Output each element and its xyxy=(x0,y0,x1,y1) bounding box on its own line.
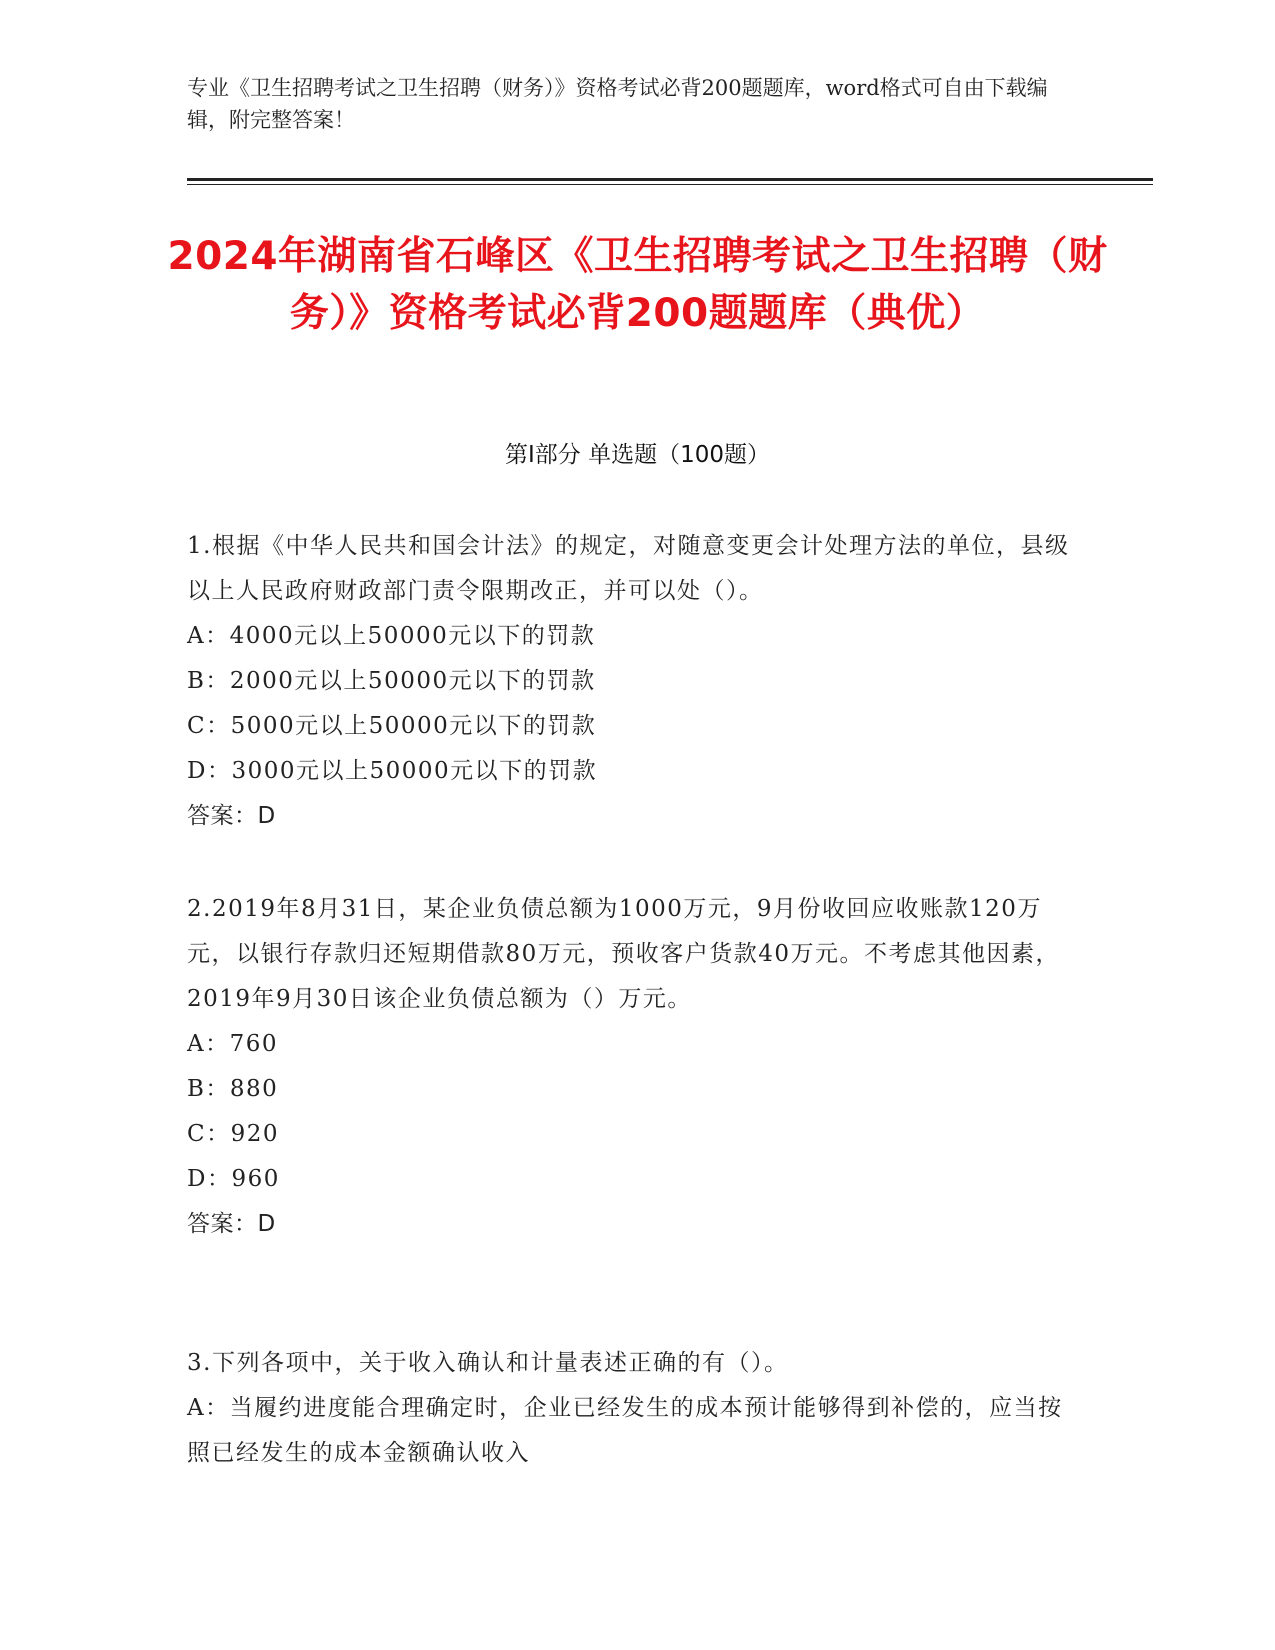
option-a: A：4000元以上50000元以下的罚款 xyxy=(187,623,596,649)
header-note: 专业《卫生招聘考试之卫生招聘（财务）》资格考试必背200题题库，word格式可自由下载编辑，附完整答案！ xyxy=(187,76,1048,132)
option-c: C：5000元以上50000元以下的罚款 xyxy=(187,713,597,739)
question-stem: 1.根据《中华人民共和国会计法》的规定，对随意变更会计处理方法的单位，县级以上人民政府财政部门责令限期改正，并可以处（）。 xyxy=(187,533,1070,604)
option-d: D：960 xyxy=(187,1166,280,1192)
option-d: D：3000元以上50000元以下的罚款 xyxy=(187,758,598,784)
header-rule-thin xyxy=(187,184,1153,185)
header-rule-thick xyxy=(187,178,1153,181)
question-1 xyxy=(187,524,1082,839)
section-heading: 第I部分 单选题（100题） xyxy=(505,442,770,468)
answer-line: 答案：D xyxy=(187,803,276,829)
option-a: A：当履约进度能合理确定时，企业已经发生的成本预计能够得到补偿的，应当按照已经发生的成本金额确认收入 xyxy=(187,1395,1063,1466)
question-3 xyxy=(187,1341,1082,1476)
question-stem: 3.下列各项中，关于收入确认和计量表述正确的有（）。 xyxy=(187,1350,789,1376)
answer-line: 答案：D xyxy=(187,1211,276,1237)
option-c: C：920 xyxy=(187,1121,279,1147)
document-title: 2024年湖南省石峰区《卫生招聘考试之卫生招聘（财务）》资格考试必背200题题库（典优） xyxy=(167,234,1108,336)
option-b: B：2000元以上50000元以下的罚款 xyxy=(187,668,596,694)
option-b: B：880 xyxy=(187,1076,279,1102)
option-a: A：760 xyxy=(187,1031,279,1057)
question-2 xyxy=(187,887,1082,1247)
question-stem: 2.2019年8月31日，某企业负债总额为1000万元，9月份收回应收账款120万元，以银行存款归还短期借款80万元，预收客户货款40万元。不考虑其他因素，2019年9月30日该企业负债总额为（）万元。 xyxy=(187,896,1061,1012)
